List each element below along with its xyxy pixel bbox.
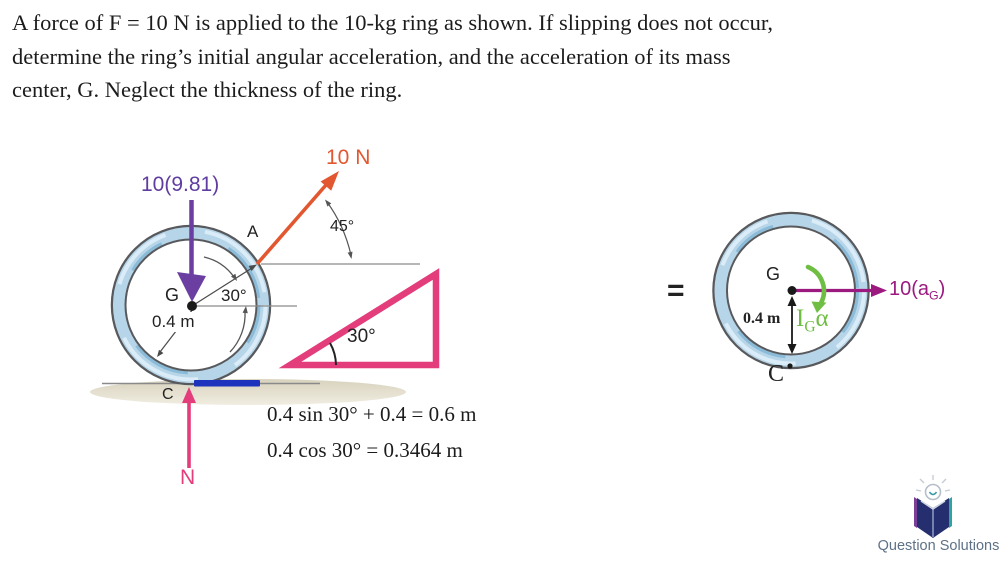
radius-angle-label: 30° [221,286,247,305]
brand-logo [914,475,952,538]
force-angle-label: 45° [330,218,355,235]
normal-force-label: N [180,466,196,489]
problem-statement [12,6,987,107]
fbd-center-dot [187,301,197,311]
normal-force-arrow [182,387,196,468]
fbd-contact-label: C [162,386,174,403]
force-label: 10 N [326,146,371,169]
problem-line-3: center, G. Neglect the thickness of the ring. [12,77,403,102]
inertia-symbol: I [796,305,805,332]
friction-bar [194,380,260,387]
weight-label: 10(9.81) [141,173,220,196]
kinetic-center-label: G [766,264,781,284]
lightbulb-icon [926,485,941,500]
ma-label [889,278,945,302]
incline-triangle [290,274,436,365]
point-a-label: A [247,222,259,241]
kinetic-radius-label: 0.4 m [743,310,781,327]
incline-angle-label: 30° [347,326,376,347]
alpha-symbol: α [815,305,829,332]
equation-1: 0.4 sin 30° + 0.4 = 0.6 m [267,402,477,426]
kinetic-center-dot [788,286,797,295]
ma-close: ) [938,278,946,300]
problem-line-1: A force of F = 10 N is applied to the 10-kg ring as shown. If slipping does not occur, [12,10,774,35]
inertia-subscript: G [804,318,816,336]
kinetic-contact-label: C [768,361,785,387]
equals-sign: = [667,274,685,307]
inertia-alpha-label [796,305,829,336]
problem-line-2: determine the ring’s initial angular acceleration, and the acceleration of its mass [12,43,731,69]
brand-name: Question Solutions [877,538,1000,554]
fbd-center-label: G [165,285,180,305]
ma-subscript: G [929,288,939,303]
applied-force-arrow [257,171,339,264]
ma-prefix: 10(a [889,278,930,300]
kinetic-contact-dot [787,363,792,368]
fbd-radius-label: 0.4 m [152,312,195,331]
equation-2: 0.4 cos 30° = 0.3464 m [267,438,463,462]
